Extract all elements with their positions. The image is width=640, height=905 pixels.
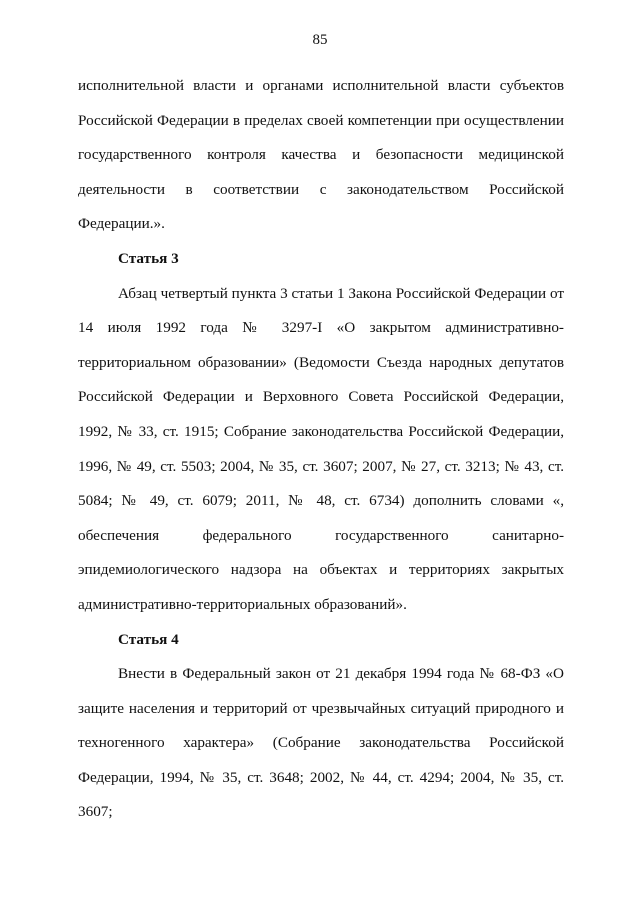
intro-paragraph: исполнительной власти и органами исполнительной власти субъектов Российской Федерации в пределах своей компетенции при осуществлении государственного контроля качества и безопасности медицинской деятельности в соответствии с законодательством Российской Федерации.».	[78, 77, 564, 233]
article-4-heading: Статья 4	[118, 630, 179, 648]
article-4-paragraph: Внести в Федеральный закон от 21 декабря 1994 года № 68-ФЗ «О защите населения и территорий от чрезвычайных ситуаций природного и техногенного характера» (Собрание законодательства Российской Федерации, 1994, № 35, ст. 3648; 2002, № 44, ст. 4294; 2004, № 35, ст. 3607;	[78, 665, 564, 821]
document-body	[78, 69, 564, 830]
article-3-paragraph: Абзац четвертый пункта 3 статьи 1 Закона Российской Федерации от 14 июля 1992 года № 3297-I «О закрытом административно-территориальном образовании» (Ведомости Съезда народных депутатов Российской Федерации и Верховного Совета Российской Федерации, 1992, № 33, ст. 1915; Собрание законодательства Российской Федерации, 1996, № 49, ст. 5503; 2004, № 35, ст. 3607; 2007, № 27, ст. 3213; № 43, ст. 5084; № 49, ст. 6079; 2011, № 48, ст. 6734) дополнить словами «, обеспечения федерального государственного санитарно-эпидемиологического надзора на объектах и территориях закрытых административно-территориальных образований».	[78, 284, 564, 613]
article-3-heading: Статья 3	[118, 249, 179, 267]
page-number: 85	[312, 32, 328, 48]
